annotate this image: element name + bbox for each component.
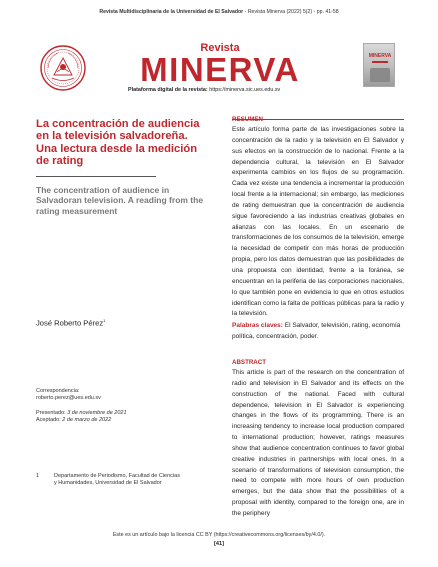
journal-name: Revista Multidisciplinaria de la Universidad de El Salvador [99,9,244,15]
abstract-heading: ABSTRACT [232,359,267,366]
resumen-text: Este artículo forma parte de las investigaciones sobre la concentración de la radio y la televisión en El Salvador y sus efectos en la construcción de lo nacional. Frente a la dependencia cultural, la televisión en El Salvador experimenta cambios en los flujos de su programación. Cada vez existe una tendencia a incrementar la producción local frente a la internacional; sin embargo, las mediciones de rating demuestran que la concentración de audiencia sigue favoreciendo a las industrias creativas globales en alianzas con las locales. En un escenario de transformaciones de los consumos de la televisión, emerge la necesidad de competir con más horas de producción propia, pero los datos demuestran que las posibilidades de una propuesta con identidad, frente a la foránea, se encuentran en la periferia de las corporaciones nacionales, lo que también pone en evidencia lo que en otros estudios identifican como la falta de políticas públicas para la radio y la televisión. [232,126,404,318]
platform-line [128,87,328,93]
resumen-section [232,116,404,343]
keywords-label: Palabras claves: [232,322,283,330]
author-name-text: José Roberto Pérez [36,318,104,328]
resumen-heading: RESUMEN [232,116,263,123]
presented-label: Presentado: [36,410,66,416]
presented-date: 3 de noviembre de 2021 [65,410,127,416]
platform-label: Plataforma digital de la revista: [128,87,208,93]
university-seal-logo [40,45,86,91]
accepted-date: 2 de marzo de 2022 [60,417,112,424]
article-title-es: La concentración de audiencia en la televisión salvadoreña. Una lectura desde la medición de rating [36,118,200,168]
keywords-text: El Salvador, televisión, rating, economía política, concentración, poder. [232,322,401,341]
footnote-number: 1 [36,473,40,479]
dates-block [36,410,127,425]
journal-cover-thumbnail [363,43,395,87]
presented-line [36,410,127,417]
abstract-text: This article is part of the research on the concentration of radio and television in El Salvador and its effects on the construction of the national. Faced with cultural dependence, television in El Salvador is experiencing changes in the flows of its programming. There is an increasing tendency to increase local production compared to international production; however, ratings measures show that audience concentration continues to favor global creative industries in partnerships with local ones. In a scenario of transformations of television consumption, the need to compete with more hours of own production emerges, but the data show that the possibilities of a proposal with identity, compared to the foreign one, are in the periphery [232,369,404,517]
cover-bar [372,61,388,63]
author-footnote-marker: 1 [103,318,106,323]
platform-url-link[interactable]: https://minerva.sic.ues.edu.sv [207,87,281,93]
running-head [0,9,438,15]
accepted-line [36,417,127,424]
masthead-revista: Revista [200,42,240,54]
accepted-label: Aceptado: [36,417,61,424]
correspondence-email-link[interactable]: roberto.perez@ues.edu.sv [36,395,101,402]
issue-info: - Revista Minerva (2022) 5(2) - pp. 41-58 [243,9,339,15]
correspondence-block [36,388,101,403]
journal-masthead [140,42,300,86]
title-divider [36,176,156,177]
cover-title: MINERVA [368,53,392,59]
license-line: Este es un artículo bajo la licencia CC BY (https://creativecommons.org/licenses/by/4.0/). [112,532,326,538]
abstract-section [232,359,404,520]
correspondence-label: Correspondencia: [36,388,80,394]
keywords-paragraph [232,321,404,343]
article-title-en: The concentration of audience in Salvadoran television. A reading from the rating measurement [36,185,204,216]
author-name [36,318,105,328]
masthead-minerva: MINERVA [140,51,300,88]
page-number: [41] [214,541,224,547]
footnote-text: Departamento de Periodismo, Facultad de Ciencias y Humanidades, Universidad de El Salvador [54,473,180,486]
cover-image-shape [370,68,390,82]
